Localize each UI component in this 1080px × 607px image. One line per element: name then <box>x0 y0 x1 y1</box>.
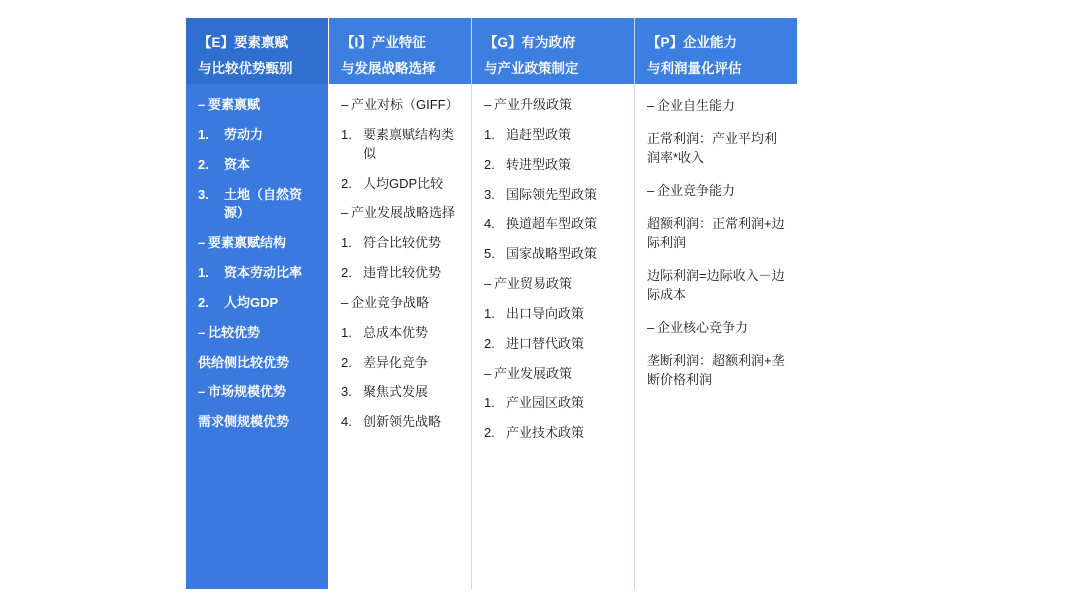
item-text: 需求侧规模优势 <box>198 414 290 430</box>
item-text: 符合比较优势 <box>363 235 442 251</box>
item-text: 超额利润：正常利润+边际利润 <box>647 215 785 251</box>
item-text: 追赶型政策 <box>506 126 572 142</box>
list-item <box>647 214 785 253</box>
item-marker: – <box>198 324 206 340</box>
item-marker: 1. <box>198 265 209 281</box>
list-item <box>341 126 459 164</box>
item-marker: 2. <box>198 156 209 172</box>
item-marker: 2. <box>198 294 209 310</box>
item-marker: – <box>198 97 206 112</box>
column-body-e <box>186 84 328 589</box>
column-header-i-line1: 【I】产业特征 <box>341 35 426 50</box>
item-text: 垄断利润：超额利润+垄断价格利润 <box>647 352 785 388</box>
item-marker: 1. <box>341 324 352 340</box>
list-item <box>647 266 785 305</box>
column-header-g-line2: 与产业政策制定 <box>484 61 579 77</box>
item-text: 聚焦式发展 <box>363 384 429 400</box>
list-item <box>341 413 459 432</box>
diagram-column-g <box>472 18 634 589</box>
list-item <box>484 394 622 413</box>
column-body-g <box>472 84 634 589</box>
list-item <box>484 126 622 145</box>
item-marker: 3. <box>198 186 209 202</box>
list-item <box>341 324 459 343</box>
item-text: 劳动力 <box>224 126 264 142</box>
list-item <box>647 129 785 168</box>
item-text: 资本 <box>224 156 251 172</box>
item-marker: – <box>198 384 206 400</box>
item-marker: – <box>198 235 206 251</box>
item-text: 国家战略型政策 <box>506 246 598 262</box>
list-item <box>484 275 622 294</box>
list-item <box>198 294 316 313</box>
column-body-p <box>635 84 797 589</box>
item-text: 正常利润：产业平均利润率*收入 <box>647 130 778 166</box>
item-marker: 1. <box>484 126 495 142</box>
item-text: 产业园区政策 <box>506 395 585 411</box>
item-text: 转进型政策 <box>506 156 572 172</box>
item-text: 换道超车型政策 <box>506 216 598 232</box>
item-marker: – <box>341 205 349 221</box>
list-item <box>341 234 459 253</box>
list-item <box>484 245 622 264</box>
list-item <box>341 96 459 115</box>
item-text: 产业发展政策 <box>494 365 573 381</box>
item-marker: 2. <box>484 425 495 441</box>
column-body-i <box>329 84 471 589</box>
framework-diagram <box>186 18 818 589</box>
list-item <box>198 156 316 175</box>
list-item <box>198 383 316 402</box>
list-item <box>341 354 459 373</box>
item-text: 产业发展战略选择 <box>351 205 456 221</box>
item-text: 企业核心竞争力 <box>657 319 749 335</box>
list-item <box>198 96 316 115</box>
list-item <box>484 156 622 175</box>
item-text: 企业竞争战略 <box>351 294 430 310</box>
item-marker: 1. <box>341 126 352 142</box>
list-item <box>198 354 316 373</box>
item-marker: 3. <box>484 186 495 202</box>
list-item <box>647 96 785 116</box>
item-marker: 1. <box>484 305 495 321</box>
item-marker: – <box>484 276 492 292</box>
column-header-p-line2: 与利润量化评估 <box>647 61 742 77</box>
item-marker: 2. <box>341 175 352 191</box>
item-text: 要素禀赋 <box>208 97 261 112</box>
list-item <box>484 305 622 324</box>
item-text: 产业贸易政策 <box>494 276 573 292</box>
item-marker: 5. <box>484 246 495 262</box>
item-text: 供给侧比较优势 <box>198 354 290 370</box>
list-item <box>484 215 622 234</box>
diagram-column-p <box>635 18 797 589</box>
list-item <box>341 204 459 223</box>
item-text: 差异化竞争 <box>363 354 429 370</box>
item-marker: 3. <box>341 384 352 400</box>
item-marker: – <box>647 319 655 335</box>
item-text: 要素禀赋结构 <box>208 235 287 251</box>
list-item <box>198 264 316 283</box>
column-header-e <box>186 18 328 84</box>
item-text: 国际领先型政策 <box>506 186 598 202</box>
list-item <box>484 186 622 205</box>
item-text: 比较优势 <box>208 324 261 340</box>
item-text: 产业对标（GIFF） <box>351 97 459 112</box>
column-header-p-line1: 【P】企业能力 <box>647 35 738 50</box>
column-header-i <box>329 18 471 84</box>
list-item <box>484 96 622 115</box>
column-header-g-line1: 【G】有为政府 <box>484 35 576 50</box>
diagram-column-i <box>329 18 471 589</box>
item-text: 市场规模优势 <box>208 384 287 400</box>
item-marker: – <box>341 97 349 112</box>
item-marker: 1. <box>341 235 352 251</box>
item-marker: – <box>647 98 655 113</box>
list-item <box>647 318 785 338</box>
item-marker: 2. <box>484 335 495 351</box>
item-text: 要素禀赋结构类似 <box>363 126 455 161</box>
item-marker: 2. <box>484 156 495 172</box>
item-text: 违背比较优势 <box>363 265 442 281</box>
item-text: 人均GDP <box>224 294 279 310</box>
list-item <box>198 126 316 145</box>
item-text: 边际利润=边际收入－边际成本 <box>647 267 785 303</box>
item-marker: 4. <box>341 414 352 430</box>
list-item <box>198 413 316 432</box>
item-marker: – <box>647 182 655 198</box>
column-header-e-line2: 与比较优势甄别 <box>198 61 293 77</box>
column-header-p <box>635 18 797 84</box>
list-item <box>198 234 316 253</box>
item-text: 出口导向政策 <box>506 305 585 321</box>
item-marker: 2. <box>341 354 352 370</box>
column-header-i-line2: 与发展战略选择 <box>341 61 436 77</box>
item-marker: – <box>484 97 492 112</box>
item-text: 企业竞争能力 <box>657 182 736 198</box>
column-header-e-line1: 【E】要素禀赋 <box>198 35 289 50</box>
list-item <box>341 264 459 283</box>
list-item <box>198 186 316 224</box>
list-item <box>647 181 785 201</box>
item-marker: 4. <box>484 216 495 232</box>
item-text: 资本劳动比率 <box>224 265 303 281</box>
list-item <box>341 294 459 313</box>
item-text: 创新领先战略 <box>363 414 442 430</box>
list-item <box>198 324 316 343</box>
item-marker: 2. <box>341 265 352 281</box>
list-item <box>484 424 622 443</box>
item-text: 企业自生能力 <box>657 98 736 113</box>
diagram-column-e <box>186 18 328 589</box>
item-text: 总成本优势 <box>363 324 429 340</box>
item-text: 进口替代政策 <box>506 335 585 351</box>
item-marker: – <box>341 294 349 310</box>
list-item <box>341 175 459 194</box>
item-marker: – <box>484 365 492 381</box>
item-marker: 1. <box>484 395 495 411</box>
list-item <box>484 335 622 354</box>
item-text: 人均GDP比较 <box>363 175 444 191</box>
item-text: 产业技术政策 <box>506 425 585 441</box>
list-item <box>647 351 785 390</box>
item-text: 产业升级政策 <box>494 97 573 112</box>
item-marker: 1. <box>198 126 209 142</box>
list-item <box>341 383 459 402</box>
item-text: 土地（自然资源） <box>224 186 303 221</box>
list-item <box>484 365 622 384</box>
column-header-g <box>472 18 634 84</box>
